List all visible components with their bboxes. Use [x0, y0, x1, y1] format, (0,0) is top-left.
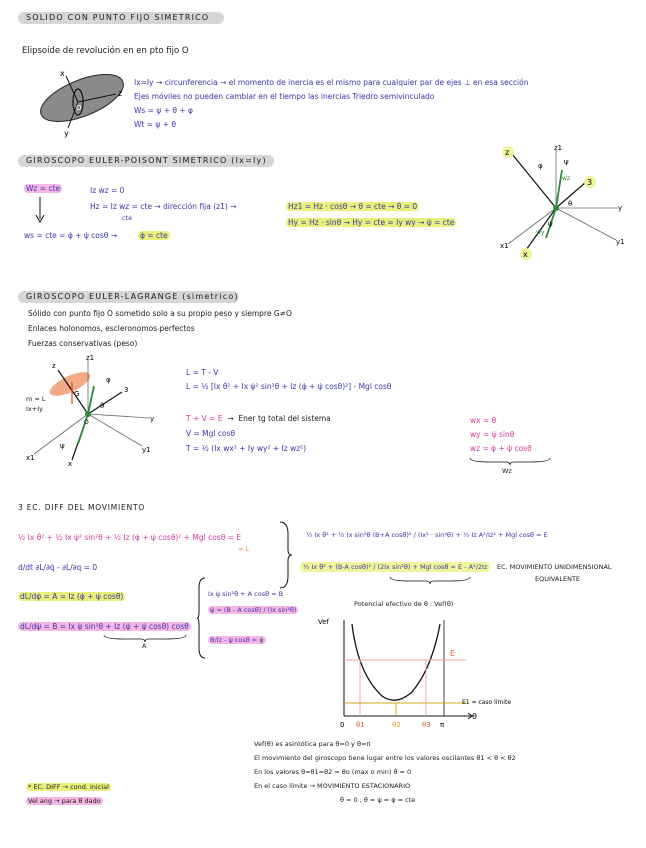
ep-label-3: 3 [587, 178, 593, 187]
ep-label-theta: θ [568, 200, 573, 208]
energy-e-mark: = L [238, 545, 250, 553]
wx-def: wx = θ̇ [470, 416, 497, 425]
el-label-phi: φ [106, 376, 111, 384]
lagrangian-full: L = ½ [Ix θ̇² + Ix ψ̇² sin²θ + Iz (φ̇ + ψ̇ cosθ)²] - Mgl cosθ [186, 382, 392, 391]
inertia-line-1: Ix=Iy → circunferencia → el momento de inercia es el mismo para cualquier par de ejes ⊥ en esa sección [134, 78, 529, 87]
el-label-theta: θ [100, 402, 105, 410]
hz1-equation: Hz1 = Hz · cosθ → θ = cte → θ̇ = 0 [288, 202, 418, 211]
ep-label-wz: wz [562, 175, 571, 182]
el-label-3: 3 [124, 386, 129, 394]
ep-label-phi: φ [538, 162, 543, 170]
euler-lagrange-figure [22, 356, 162, 468]
cte-note: cte [122, 214, 133, 222]
graph-tick-theta1: θ1 [356, 721, 365, 729]
ep-label-wy: wy [536, 229, 545, 236]
lagrange-eq: d/dt ∂L/∂q̇ - ∂L/∂q = 0 [18, 563, 98, 572]
graph-tick-pi: π [440, 721, 445, 729]
el-label-psi: ψ [60, 442, 65, 450]
phi-result: φ̇ = cte [140, 231, 168, 240]
ec-mov-label: EC. MOVIMIENTO UNIDIMENSIONAL [497, 563, 612, 571]
kinetic-t: T = ½ (Ix wx² + Iy wy² + Iz wz²) [186, 444, 307, 453]
el-label-z1: z1 [86, 354, 95, 362]
graph-y-label: Vef [318, 618, 330, 626]
energy-sum: T + V = E → Ener tg total del sistema [186, 414, 331, 423]
el-label-z: z [52, 362, 56, 370]
izwz-equation: Iz ẇz = 0 [90, 186, 125, 195]
note-vel-ang: Vel ang → para θ dado [28, 797, 101, 805]
system-eq-3: B/Iz - ψ̇ cosθ = φ̇ [210, 636, 264, 644]
final-line-5: θ̇ = 0 , θ = ψ̇ = φ̇ = cte [340, 796, 416, 804]
graph-e-label: E [450, 649, 456, 658]
el-label-x1: x1 [26, 454, 35, 462]
el-label-y1: y1 [142, 446, 151, 454]
euler-poinsot-figure [498, 144, 634, 264]
down-arrow [36, 197, 44, 223]
ellipsoid-axis-z: z [118, 89, 123, 98]
lagrangian-def: L = T - V [186, 368, 219, 377]
section-title-euler-lagrange: GIROSCOPO EULER-LAGRANGE (simetrico) [18, 291, 239, 303]
section-title-ec-diff: 3 EC. DIFF DEL MOVIMIENTO [18, 503, 146, 512]
wz-under-label: Wz [502, 467, 512, 475]
psi-momentum: dL/dψ̇ = B = Ix ψ̇ sin²θ + Iz (φ̇ + ψ̇ cosθ) cosθ [20, 622, 189, 631]
el-i-label: Ix+Iy [26, 405, 43, 413]
final-line-1: Vef(θ) es asintótica para θ=0 y θ=π [254, 740, 371, 748]
ep-label-z1: z1 [554, 144, 563, 152]
veff-underbrace [390, 576, 470, 584]
reduced-eq-1: ½ Ix θ̇² + ½ Ix sin²θ (B+A cosθ)² / (Ix² · sin⁴θ) + ½ Iz A²/Iz² + Mgl cosθ = E [306, 531, 548, 539]
section-title-solido: SOLIDO CON PUNTO FIJO SIMETRICO [18, 12, 224, 24]
phi-momentum: dL/dφ̇ = A = Iz (φ̇ + ψ̇ cosθ) [20, 592, 124, 601]
final-line-2: El movimiento del giroscopo tiene lugar entre los valores oscilantes θ1 < θ < θ2 [254, 754, 516, 762]
final-line-3: En los valores θ=θ1=θ2 = θo (max o min) θ̇ = 0 [254, 768, 412, 776]
el-label-x: x [68, 460, 73, 468]
ep-label-psi: ψ [564, 158, 569, 166]
graph-tick-theta2: θ2 [392, 721, 401, 729]
graph-tick-theta3: θ3 [422, 721, 431, 729]
hy-equation: Hy = Hz · sinθ → Hy = cte = Iy wy → ψ̇ = cte [288, 218, 455, 227]
graph-e1-label: E1 = caso límite [462, 699, 512, 706]
ws-const-equation: ws = cte = φ̇ + ψ̇ cosθ → [24, 231, 118, 240]
ellipsoid-origin: O [76, 104, 82, 112]
lagrange-desc-1: Sólido con punto fijo O sometido solo a su propio peso y siempre G≠O [28, 309, 292, 318]
brace-left [197, 578, 207, 658]
lagrange-desc-2: Enlaces holonomos, escleronomos perfectos [28, 324, 195, 333]
hz-equation: Hz = Iz wz = cte → dirección fija (z1) → [90, 202, 237, 211]
lagrange-desc-3: Fuerzas conservativas (peso) [28, 339, 138, 348]
el-label-o: O [84, 419, 89, 426]
wt-equation: Wt = ψ + θ [134, 120, 176, 129]
ep-label-z: z [505, 148, 510, 157]
ep-label-y: y [618, 204, 623, 212]
energy-equation: ½ Ix θ̇² + ½ Ix ψ̇² sin²θ + ½ Iz (φ̇ + ψ̇ cosθ)² + Mgl cosθ = E [18, 533, 242, 542]
ellipsoid-figure [30, 66, 140, 136]
reduced-eq-2: ½ Ix θ̇² + (B-A cosθ)² / (2Ix sin²θ) + Mgl cosθ = E - A²/2Iz [300, 563, 490, 572]
ep-label-y1: y1 [616, 238, 625, 246]
ec-equiv-label: EQUIVALENTE [535, 575, 581, 583]
a-underbrace [104, 634, 186, 642]
inertia-line-2: Ejes móviles no pueden cambiar en el tiempo las inercias Triedro semivinculado [134, 92, 435, 101]
ws-equation: Ws = ψ + θ + φ [134, 106, 193, 115]
wz-def: wz = φ̇ + ψ̇ cosθ [470, 444, 532, 453]
section-title-euler-poinsot: GIROSCOPO EULER-POISONT SIMETRICO (Ix=Iy) [18, 155, 274, 167]
el-label-g: G [74, 390, 80, 398]
wz-box: Wz = cte [26, 184, 61, 193]
potential-v: V = Mgl cosθ [186, 429, 236, 438]
system-eq-2: ψ̇ = (B - A cosθ) / (Ix sin²θ) [210, 606, 297, 614]
el-m-label: m = L [26, 395, 46, 403]
ep-label-x1: x1 [500, 242, 509, 250]
el-label-y: y [150, 415, 155, 423]
ellipsoid-axis-x: x [60, 69, 65, 78]
ellipsoid-subtitle: Elipsoide de revolución en en pto fijo O [22, 46, 189, 56]
a-under-label: A [142, 642, 147, 650]
graph-x-label: θ [472, 712, 477, 721]
wy-def: wy = ψ̇ sinθ [470, 430, 515, 439]
ep-label-psidot: ψ̇ [548, 220, 553, 228]
system-eq-1: Ix ψ̇ sin²θ + A cosθ = B [208, 590, 284, 598]
wz-underbrace [470, 457, 550, 465]
potencial-title: Potencial efectivo de θ : Vef(θ) [354, 600, 454, 608]
veff-graph [316, 616, 516, 734]
note-ec-diff: * EC. DIFF → cond. inicial [28, 783, 109, 791]
brace-right [280, 522, 292, 588]
graph-tick-0: 0 [340, 721, 345, 729]
ellipsoid-axis-y: y [64, 129, 69, 138]
final-line-4: En el caso límite → MOVIMIENTO ESTACIONARIO [254, 782, 411, 790]
ep-label-x: x [523, 250, 528, 259]
